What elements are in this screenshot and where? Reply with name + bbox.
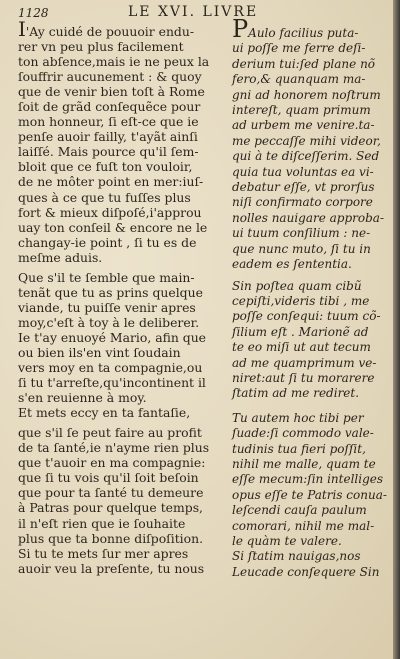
text-line: meſme aduis. bbox=[18, 249, 103, 265]
text-line: changay-ie point , ſi tu es de bbox=[18, 234, 197, 250]
text-line: eadem es ſententia. bbox=[232, 257, 352, 272]
text-line: I'Ay cuidé de pouuoir endu- bbox=[18, 17, 195, 41]
text-line: ui tuum conſilium : ne- bbox=[232, 226, 371, 241]
text-line: bloit que ce fuſt ton vouloir, bbox=[18, 159, 193, 175]
text-line: nihil me malle, quam te bbox=[232, 456, 376, 471]
text-line: poſſe conſequi: tuum cõ- bbox=[232, 309, 381, 324]
text-line: le quàm te valere. bbox=[232, 534, 342, 548]
running-header bbox=[18, 4, 388, 24]
text-line: que de venir bien toſt à Rome bbox=[18, 84, 205, 100]
text-line: moy,c'eſt à toy à le deliberer. bbox=[18, 314, 200, 330]
latin-column bbox=[232, 15, 387, 580]
text-line: ou bien ils'en vint ſoudain bbox=[18, 344, 181, 360]
text-line: Si ſtatim nauigas,nos bbox=[232, 549, 361, 564]
text-line: niret:aut ſi tu morarere bbox=[232, 370, 375, 385]
text-line: mon honneur, ſi eſt-ce que ie bbox=[18, 114, 199, 130]
text-line: que s'il ſe peut faire au profit bbox=[18, 425, 202, 441]
text-line: eſſe mecum:ſin intelliges bbox=[232, 472, 384, 487]
text-line: que pour ta ſanté tu demeure bbox=[18, 485, 204, 501]
drop-cap: P bbox=[232, 15, 249, 43]
text-line: comorari, nihil me mal- bbox=[232, 518, 375, 533]
text-line: ſouffrir aucunement : & quoy bbox=[18, 69, 202, 85]
text-line: fort & mieux diſpoſé,i'approu bbox=[18, 204, 202, 220]
text-line: tudinis tua fieri poſſit, bbox=[232, 441, 366, 456]
text-line: ad urbem me venire.ta- bbox=[232, 118, 375, 133]
text-line: Et mets eccy en ta fantaſie, bbox=[18, 405, 191, 421]
text-line: te eo miſi ut aut tecum bbox=[232, 340, 371, 355]
text-line: Que s'il te ſemble que main- bbox=[18, 269, 195, 285]
text-line: Si tu te mets ſur mer apres bbox=[18, 545, 189, 561]
text-line: plus que ta bonne diſpoſition. bbox=[18, 530, 204, 546]
text-line: Sin poſtea quam cibũ bbox=[232, 278, 362, 293]
text-line: Tu autem hoc tibi per bbox=[232, 410, 364, 425]
text-line: me peccaſſe mihi videor, bbox=[232, 133, 381, 148]
text-line: laiſſé. Mais pource qu'il ſem- bbox=[18, 144, 199, 160]
text-line: fero,& quanquam ma- bbox=[232, 72, 366, 87]
text-line: gni ad honorem noſtrum bbox=[232, 87, 381, 102]
text-line: penſe auoir failly, t'ayãt ainſi bbox=[18, 129, 198, 145]
text-line: auoir veu la preſente, tu nous bbox=[18, 560, 205, 576]
text-line: ques à ce que tu fuſſes plus bbox=[18, 189, 191, 205]
text-line: ſi tu t'arreſte,qu'incontinent il bbox=[18, 375, 206, 391]
text-line: uay ton conſeil & encore ne le bbox=[18, 219, 208, 235]
text-line: derium tui:ſed plane nõ bbox=[232, 56, 376, 71]
text-line: de ta ſanté,ie n'ayme rien plus bbox=[18, 440, 210, 456]
text-line: leſcendi cauſa paulum bbox=[232, 503, 367, 518]
page-edge-shadow bbox=[393, 0, 400, 659]
text-line: ſilium eſt . Marionẽ ad bbox=[232, 324, 369, 339]
text-line: tenãt que tu as prins quelque bbox=[18, 284, 203, 300]
french-column bbox=[18, 17, 226, 576]
text-line: PAulo facilius puta- bbox=[232, 15, 359, 43]
text-line: ad me quamprimum ve- bbox=[232, 355, 377, 370]
running-title: LE XVI. LIVRE bbox=[128, 4, 259, 20]
text-line: Leucade conſequere Sin bbox=[232, 564, 380, 579]
text-line: ui poſſe me ferre deſi- bbox=[232, 41, 366, 56]
text-line: ſuade:ſi commodo vale- bbox=[232, 426, 374, 441]
text-line: vers moy en ta compagnie,ou bbox=[18, 360, 203, 376]
text-line: s'en reuienne à moy. bbox=[18, 390, 147, 406]
text-line: que nunc muto, ſi tu in bbox=[232, 241, 371, 256]
text-line: opus eſſe te Patris conua- bbox=[232, 487, 387, 502]
text-line: debatur eſſe, vt prorſus bbox=[232, 180, 375, 195]
text-line: cepiſti,videris tibi , me bbox=[232, 293, 370, 308]
text-line: ſoit de grãd conſequẽce pour bbox=[18, 99, 201, 115]
text-line: que t'auoir en ma compagnie: bbox=[18, 455, 206, 471]
drop-cap: I bbox=[18, 17, 26, 41]
text-line: ton abſence,mais ie ne peux la bbox=[18, 54, 210, 70]
text-line: nolles nauigare approba- bbox=[232, 210, 385, 225]
text-line: ſtatim ad me rediret. bbox=[232, 386, 360, 401]
text-line: il n'eſt rien que ie ſouhaite bbox=[18, 515, 186, 531]
text-line: intereſt, quam primum bbox=[232, 103, 371, 118]
text-line: viande, tu puiſſe venir apres bbox=[18, 299, 196, 315]
text-line: à Patras pour quelque temps, bbox=[18, 500, 203, 516]
text-line: qui à te diſceſſerim. Sed bbox=[232, 149, 380, 164]
text-line: rer vn peu plus facilement bbox=[18, 39, 184, 55]
text-line: Ie t'ay enuoyé Mario, afin que bbox=[18, 329, 207, 345]
text-line: niſi confirmato corpore bbox=[232, 195, 373, 210]
text-line: quia tua voluntas ea vi- bbox=[232, 164, 374, 179]
text-line: de ne môter point en mer:iuſ- bbox=[18, 174, 204, 190]
text-line: que ſi tu vois qu'il ſoit beſoin bbox=[18, 470, 199, 486]
page-number: 1128 bbox=[18, 6, 49, 20]
